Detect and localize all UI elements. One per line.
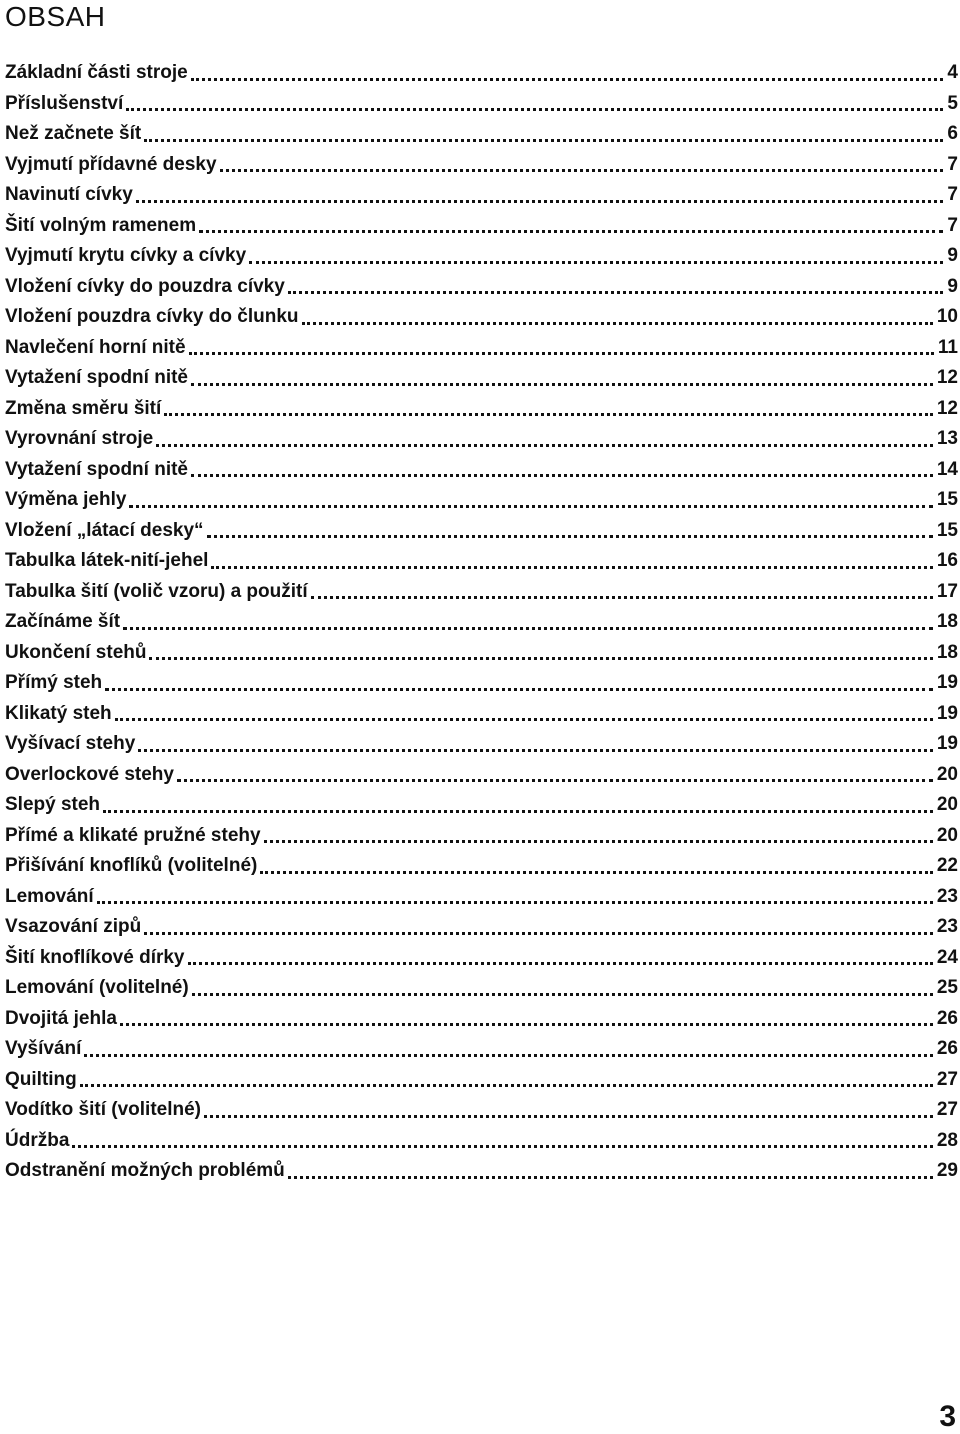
dot-leader — [204, 1115, 933, 1118]
toc-entry-label: Tabulka látek-nití-jehel — [5, 550, 209, 572]
toc-entry[interactable] — [5, 424, 958, 455]
toc-entry-label: Slepý steh — [5, 794, 101, 816]
dot-leader — [144, 139, 943, 142]
toc-entry-label: Odstranění možných problémů — [5, 1160, 285, 1182]
toc-entry[interactable] — [5, 241, 958, 272]
toc-entry[interactable] — [5, 699, 958, 730]
toc-entry-page: 22 — [936, 855, 958, 877]
toc-entry-page: 10 — [936, 306, 958, 328]
toc-entry-page: 27 — [936, 1099, 958, 1121]
toc-entry-page: 9 — [947, 245, 958, 267]
dot-leader — [105, 688, 933, 691]
toc-entry-label: Šití knoflíkové dírky — [5, 946, 185, 968]
toc-entry-label: Dvojitá jehla — [5, 1007, 117, 1029]
dot-leader — [211, 566, 932, 569]
toc-entry[interactable] — [5, 89, 958, 120]
toc-entry[interactable] — [5, 1126, 958, 1157]
toc-entry-label: Overlockové stehy — [5, 763, 174, 785]
toc-entry-page: 4 — [947, 62, 958, 84]
dot-leader — [149, 657, 932, 660]
dot-leader — [164, 413, 933, 416]
toc-entry[interactable] — [5, 1065, 958, 1096]
toc-entry-label: Klikatý steh — [5, 702, 112, 724]
dot-leader — [288, 1176, 933, 1179]
toc-entry-page: 19 — [936, 672, 958, 694]
toc-entry-label: Vložení „látací desky“ — [5, 519, 204, 541]
toc-entry-page: 26 — [936, 1007, 958, 1029]
toc-entry-label: Quilting — [5, 1068, 77, 1090]
toc-entry-label: Základní části stroje — [5, 62, 188, 84]
toc-entry-page: 23 — [936, 885, 958, 907]
dot-leader — [264, 840, 933, 843]
toc-entry[interactable] — [5, 272, 958, 303]
toc-entry-page: 24 — [936, 946, 958, 968]
page-number: 3 — [939, 1400, 956, 1433]
toc-entry-label: Vyšívání — [5, 1038, 82, 1060]
toc-entry-page: 25 — [936, 977, 958, 999]
toc-entry-label: Vyjmutí krytu cívky a cívky — [5, 245, 247, 267]
toc-entry-page: 20 — [936, 824, 958, 846]
toc-entry-label: Vyjmutí přídavné desky — [5, 153, 217, 175]
dot-leader — [120, 1023, 933, 1026]
toc-entry-label: Vsazování zipů — [5, 916, 142, 938]
toc-entry[interactable] — [5, 1095, 958, 1126]
toc-entry-page: 15 — [936, 489, 958, 511]
toc-entry[interactable] — [5, 577, 958, 608]
toc-entry[interactable] — [5, 302, 958, 333]
toc-entry-label: Tabulka šití (volič vzoru) a použití — [5, 580, 308, 602]
toc-entry-page: 5 — [947, 92, 958, 114]
toc-entry-label: Navlečení horní nitě — [5, 336, 186, 358]
toc-entry[interactable] — [5, 516, 958, 547]
toc-entry[interactable] — [5, 333, 958, 364]
toc-entry-page: 7 — [947, 153, 958, 175]
toc-entry-page: 12 — [936, 397, 958, 419]
dot-leader — [103, 810, 933, 813]
toc-entry[interactable] — [5, 607, 958, 638]
toc-entry[interactable] — [5, 150, 958, 181]
dot-leader — [97, 901, 933, 904]
toc-entry-label: Údržba — [5, 1129, 70, 1151]
dot-leader — [123, 627, 933, 630]
toc-entry-page: 12 — [936, 367, 958, 389]
dot-leader — [72, 1145, 932, 1148]
toc-entry[interactable] — [5, 58, 958, 89]
toc-entry-page: 15 — [936, 519, 958, 541]
table-of-contents — [5, 58, 958, 1187]
toc-entry[interactable] — [5, 760, 958, 791]
dot-leader — [144, 932, 933, 935]
dot-leader — [80, 1084, 933, 1087]
toc-entry-label: Ukončení stehů — [5, 641, 147, 663]
toc-entry[interactable] — [5, 119, 958, 150]
toc-entry-page: 29 — [936, 1160, 958, 1182]
toc-entry[interactable] — [5, 485, 958, 516]
toc-entry-page: 20 — [936, 763, 958, 785]
dot-leader — [207, 535, 933, 538]
dot-leader — [136, 200, 944, 203]
toc-entry-label: Vyrovnání stroje — [5, 428, 154, 450]
dot-leader — [191, 78, 944, 81]
toc-entry-label: Příslušenství — [5, 92, 124, 114]
toc-entry-page: 26 — [936, 1038, 958, 1060]
toc-entry-label: Vložení cívky do pouzdra cívky — [5, 275, 285, 297]
dot-leader — [191, 383, 933, 386]
dot-leader — [249, 261, 943, 264]
dot-leader — [129, 505, 932, 508]
dot-leader — [199, 230, 943, 233]
toc-entry-label: Vodítko šití (volitelné) — [5, 1099, 201, 1121]
dot-leader — [138, 749, 933, 752]
toc-entry-page: 23 — [936, 916, 958, 938]
toc-entry[interactable] — [5, 729, 958, 760]
toc-entry[interactable] — [5, 943, 958, 974]
dot-leader — [156, 444, 933, 447]
toc-entry[interactable] — [5, 180, 958, 211]
toc-entry-label: Začínáme šít — [5, 611, 121, 633]
toc-entry-page: 9 — [947, 275, 958, 297]
toc-entry-page: 7 — [947, 214, 958, 236]
toc-entry[interactable] — [5, 973, 958, 1004]
toc-entry[interactable] — [5, 394, 958, 425]
toc-entry[interactable] — [5, 790, 958, 821]
toc-entry-label: Přímé a klikaté pružné stehy — [5, 824, 261, 846]
toc-entry-page: 28 — [936, 1129, 958, 1151]
toc-entry-label: Vložení pouzdra cívky do člunku — [5, 306, 299, 328]
toc-entry-page: 20 — [936, 794, 958, 816]
toc-entry-label: Navinutí cívky — [5, 184, 133, 206]
toc-entry[interactable] — [5, 668, 958, 699]
dot-leader — [311, 596, 933, 599]
toc-entry-label: Vytažení spodní nitě — [5, 367, 188, 389]
toc-entry-label: Výměna jehly — [5, 489, 127, 511]
toc-entry-label: Šití volným ramenem — [5, 214, 197, 236]
dot-leader — [191, 474, 933, 477]
toc-entry-page: 6 — [947, 123, 958, 145]
toc-entry-label: Lemování (volitelné) — [5, 977, 189, 999]
toc-entry[interactable] — [5, 1156, 958, 1187]
toc-entry-label: Přišívání knoflíků (volitelné) — [5, 855, 258, 877]
dot-leader — [260, 871, 933, 874]
toc-entry[interactable] — [5, 851, 958, 882]
page-title: OBSAH — [5, 1, 106, 32]
dot-leader — [189, 352, 934, 355]
toc-entry-page: 17 — [936, 580, 958, 602]
dot-leader — [302, 322, 933, 325]
toc-entry-label: Přímý steh — [5, 672, 103, 694]
toc-entry-page: 7 — [947, 184, 958, 206]
toc-entry[interactable] — [5, 1034, 958, 1065]
toc-entry-page: 18 — [936, 611, 958, 633]
toc-entry-page: 27 — [936, 1068, 958, 1090]
toc-entry-page: 19 — [936, 702, 958, 724]
toc-entry[interactable] — [5, 211, 958, 242]
toc-entry-label: Změna směru šití — [5, 397, 162, 419]
toc-entry[interactable] — [5, 638, 958, 669]
toc-entry[interactable] — [5, 546, 958, 577]
dot-leader — [126, 108, 943, 111]
toc-entry-page: 18 — [936, 641, 958, 663]
toc-entry[interactable] — [5, 821, 958, 852]
toc-entry-label: Lemování — [5, 885, 94, 907]
dot-leader — [288, 291, 944, 294]
toc-entry[interactable] — [5, 1004, 958, 1035]
toc-entry-label: Vyšívací stehy — [5, 733, 136, 755]
toc-entry-page: 16 — [936, 550, 958, 572]
toc-entry[interactable] — [5, 363, 958, 394]
dot-leader — [192, 993, 933, 996]
toc-entry[interactable] — [5, 882, 958, 913]
dot-leader — [188, 962, 933, 965]
toc-entry[interactable] — [5, 912, 958, 943]
toc-entry-label: Než začnete šít — [5, 123, 142, 145]
dot-leader — [177, 779, 933, 782]
toc-entry[interactable] — [5, 455, 958, 486]
toc-entry-page: 19 — [936, 733, 958, 755]
dot-leader — [220, 169, 944, 172]
toc-entry-label: Vytažení spodní nitě — [5, 458, 188, 480]
dot-leader — [115, 718, 933, 721]
toc-entry-page: 11 — [937, 336, 958, 358]
toc-entry-page: 13 — [936, 428, 958, 450]
toc-entry-page: 14 — [936, 458, 958, 480]
dot-leader — [84, 1054, 932, 1057]
